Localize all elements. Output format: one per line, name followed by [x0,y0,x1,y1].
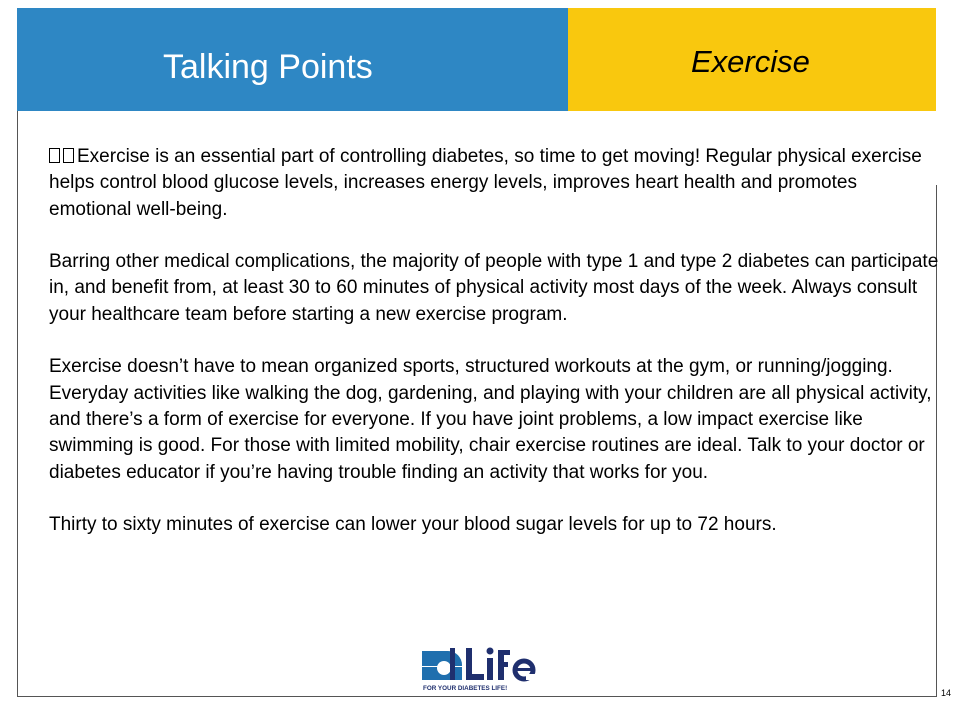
paragraph-text: Exercise is an essential part of controlling diabetes, so time to get moving! Regular physical exercise helps control blood glucose levels, increases energy levels, improves heart health and promotes emotional well-being. [49,146,922,220]
frame-left-border [17,111,18,697]
paragraph: Barring other medical complications, the majority of people with type 1 and type 2 diabetes can participate in, and benefit from, at least 30 to 60 minutes of physical activity most days of the week. Always consult your healthcare team before starting a new exercise program. [49,251,939,325]
bullet-box-icon [63,148,74,163]
topic-banner [568,8,936,111]
talking-points-body [49,144,939,565]
title-banner [17,8,568,111]
page-number: 14 [941,688,952,698]
paragraph: Exercise doesn’t have to mean organized sports, structured workouts at the gym, or running/jogging. Everyday activities like walking the dog, gardening, and playing with your children are all physical activity, and there’s a form of exercise for everyone. If you have joint problems, a low impact exercise like swimming is good. For those with limited mobility, chair exercise routines are ideal. Talk to your doctor or diabetes educator if you’re having trouble finding an activity that works for you. [49,356,932,483]
svg-text:FOR YOUR DIABETES LIFE!: FOR YOUR DIABETES LIFE! [423,685,508,692]
bullet-box-icon [49,148,60,163]
paragraph [49,144,939,223]
paragraph: Thirty to sixty minutes of exercise can lower your blood sugar levels for up to 72 hours. [49,514,777,536]
slide-title: Talking Points [163,48,373,86]
frame-bottom-border [17,696,937,697]
topic-label: Exercise [691,44,810,79]
dlife-logo [420,644,542,692]
